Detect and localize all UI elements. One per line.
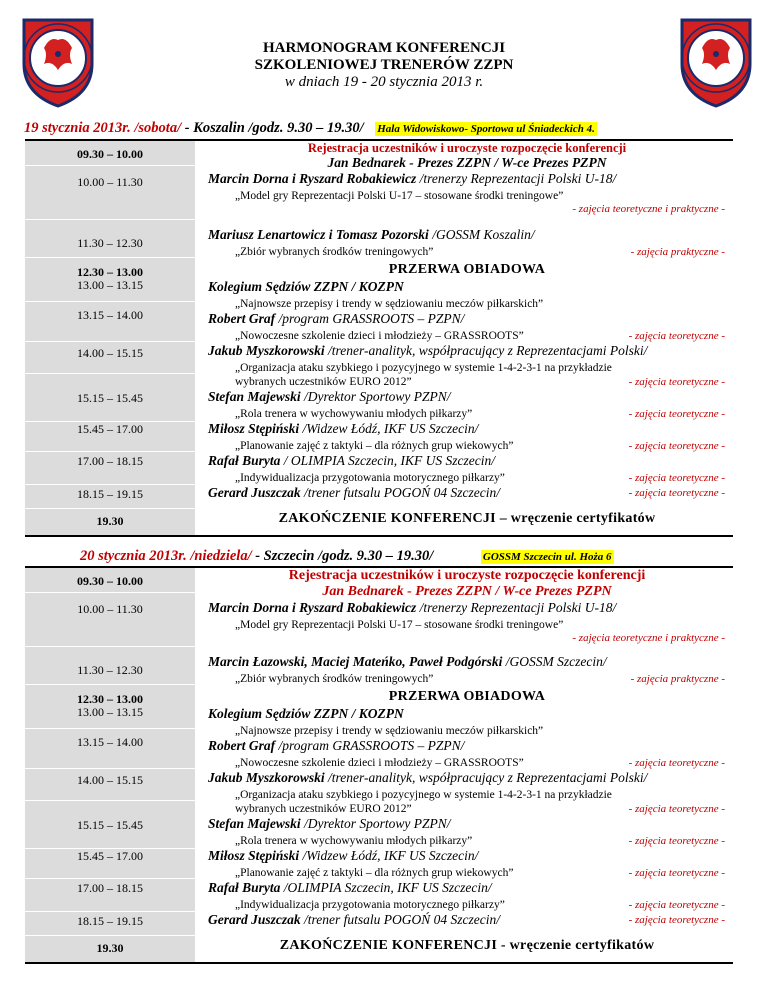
day2-date: 20 stycznia 2013r. /niedziela/ <box>80 548 252 564</box>
day2-topic-8: „Indywidualizacja przygotowania motorycznego piłkarzy” <box>235 899 505 911</box>
title-line-1: HARMONOGRAM KONFERENCJI <box>262 40 506 56</box>
day2-time-slot: 15.45 – 17.00 <box>77 849 143 863</box>
day1-time-slot: 13.00 – 13.15 <box>77 278 143 292</box>
day2-place: - Szczecin /godz. 9.30 – 19.30/ <box>251 548 434 564</box>
day2-topic-1: „Model gry Reprezentacji Polski U-17 – stosowane środki treningowe” <box>235 619 564 631</box>
day2-topic-5a: „Organizacja ataku szybkiego i pozycyjnego w systemie 1-4-2-3-1 na przykładzie <box>235 789 612 801</box>
day2-topic-3: „Najnowsze przepisy i trendy w sędziowaniu meczów piłkarskich” <box>235 725 544 737</box>
zzpn-logo-left <box>20 14 96 108</box>
day1-heading <box>24 120 744 137</box>
day2-topic-7: „Planowanie zajęć z taktyki – dla różnych grup wiekowych” <box>235 867 514 879</box>
day1-tag-1: - zajęcia teoretyczne i praktyczne - <box>572 203 725 215</box>
day1-time-column <box>25 141 195 535</box>
day2-speaker-6: Stefan Majewski /Dyrektor Sportowy PZPN/ <box>208 816 451 831</box>
day1-time-slot: 19.30 <box>96 514 124 528</box>
day2-time-slot: 19.30 <box>96 941 124 955</box>
day1-speaker-9: Gerard Juszczak /trener futsalu POGOŃ 04 Szczecin/ <box>208 485 500 500</box>
day1-topic-6: „Rola trenera w wychowywaniu młodych piłkarzy” <box>235 408 473 420</box>
day1-place: - Koszalin /godz. 9.30 – 19.30/ <box>181 120 364 136</box>
day1-tag-7: - zajęcia teoretyczne - <box>628 440 725 452</box>
day1-venue: Hala Widowiskowo- Sportowa ul Śniadeckich 4. <box>377 123 595 135</box>
day2-heading <box>80 548 768 565</box>
day2-speaker-4: Robert Graf /program GRASSROOTS – PZPN/ <box>208 738 465 753</box>
day2-speaker-1: Marcin Dorna i Ryszard Robakiewicz /trenerzy Reprezentacji Polski U-18/ <box>208 600 617 615</box>
day2-speaker-2: Marcin Łazowski, Maciej Mateńko, Paweł Podgórski /GOSSM Szczecin/ <box>208 654 607 669</box>
document-header <box>160 40 608 91</box>
day2-tag-6: - zajęcia teoretyczne - <box>628 835 725 847</box>
day2-time-slot: 10.00 – 11.30 <box>77 602 143 616</box>
day1-topic-8: „Indywidualizacja przygotowania motorycznego piłkarzy” <box>235 472 505 484</box>
day2-time-slot: 15.15 – 15.45 <box>77 818 143 832</box>
day2-time-slot: 11.30 – 12.30 <box>77 663 143 677</box>
day2-topic-2: „Zbiór wybranych środków treningowych” <box>235 673 434 685</box>
day1-tag-5: - zajęcia teoretyczne - <box>628 376 725 388</box>
day2-speaker-3: Kolegium Sędziów ZZPN / KOZPN <box>208 706 404 721</box>
day1-topic-5b: wybranych uczestników EURO 2012” <box>235 376 412 388</box>
day1-schedule <box>25 139 733 537</box>
day2-time-slot: 12.30 – 13.00 <box>77 692 143 706</box>
day2-venue: GOSSM Szczecin ul. Hoża 6 <box>482 551 612 563</box>
day2-time-slot: 17.00 – 18.15 <box>77 881 143 895</box>
day1-speaker-7: Miłosz Stępiński /Widzew Łódź, IKF US Szczecin/ <box>208 421 479 436</box>
day1-time-slot: 12.30 – 13.00 <box>77 265 143 279</box>
day2-time-slot: 13.15 – 14.00 <box>77 735 143 749</box>
day1-time-slot: 18.15 – 19.15 <box>77 487 143 501</box>
day1-time-slot: 14.00 – 15.15 <box>77 346 143 360</box>
day1-speaker-5: Jakub Myszkorowski /trener-analityk, współpracujący z Reprezentacjami Polski/ <box>208 343 648 358</box>
day1-president: Jan Bednarek - Prezes ZZPN / W-ce Prezes PZPN <box>327 155 607 170</box>
day1-tag-6: - zajęcia teoretyczne - <box>628 408 725 420</box>
zzpn-logo-right <box>678 14 754 108</box>
day1-time-slot: 11.30 – 12.30 <box>77 236 143 250</box>
day1-topic-1: „Model gry Reprezentacji Polski U-17 – stosowane środki treningowe” <box>235 190 564 202</box>
day1-time-slot: 15.45 – 17.00 <box>77 422 143 436</box>
day2-tag-8: - zajęcia teoretyczne - <box>628 899 725 911</box>
day2-speaker-5: Jakub Myszkorowski /trener-analityk, współpracujący z Reprezentacjami Polski/ <box>208 770 648 785</box>
day1-time-slot: 10.00 – 11.30 <box>77 175 143 189</box>
day2-speaker-8: Rafał Buryta /OLIMPIA Szczecin, IKF US Szczecin/ <box>208 880 492 895</box>
day1-speaker-1: Marcin Dorna i Ryszard Robakiewicz /trenerzy Reprezentacji Polski U-18/ <box>208 171 617 186</box>
title-line-2: SZKOLENIOWEJ TRENERÓW ZZPN <box>254 57 514 73</box>
day2-tag-7: - zajęcia teoretyczne - <box>628 867 725 879</box>
day2-tag-4: - zajęcia teoretyczne - <box>628 757 725 769</box>
day2-topic-6: „Rola trenera w wychowywaniu młodych piłkarzy” <box>235 835 473 847</box>
day1-speaker-6: Stefan Majewski /Dyrektor Sportowy PZPN/ <box>208 389 451 404</box>
day2-time-column <box>25 568 195 962</box>
day2-president: Jan Bednarek - Prezes ZZPN / W-ce Prezes PZPN <box>322 584 612 599</box>
day1-topic-2: „Zbiór wybranych środków treningowych” <box>235 246 434 258</box>
day1-tag-4: - zajęcia teoretyczne - <box>628 330 725 342</box>
day1-closing: ZAKOŃCZENIE KONFERENCJI – wręczenie certyfikatów <box>278 511 656 526</box>
day1-topic-5a: „Organizacja ataku szybkiego i pozycyjnego w systemie 1-4-2-3-1 na przykładzie <box>235 362 612 374</box>
day1-topic-3: „Najnowsze przepisy i trendy w sędziowaniu meczów piłkarskich” <box>235 298 544 310</box>
day2-topic-5b: wybranych uczestników EURO 2012” <box>235 803 412 815</box>
day1-lunch-break: PRZERWA OBIADOWA <box>388 262 546 277</box>
day1-tag-9: - zajęcia teoretyczne - <box>628 487 725 499</box>
day2-speaker-9: Gerard Juszczak /trener futsalu POGOŃ 04 Szczecin/ <box>208 912 500 927</box>
day2-lunch-break: PRZERWA OBIADOWA <box>388 689 546 704</box>
day1-speaker-8: Rafał Buryta / OLIMPIA Szczecin, IKF US Szczecin/ <box>208 453 495 468</box>
day1-speaker-2: Mariusz Lenartowicz i Tomasz Pozorski /GOSSM Koszalin/ <box>208 227 535 242</box>
day1-time-slot: 17.00 – 18.15 <box>77 454 143 468</box>
day2-tag-9: - zajęcia teoretyczne - <box>628 914 725 926</box>
day1-topic-7: „Planowanie zajęć z taktyki – dla różnych grup wiekowych” <box>235 440 514 452</box>
day1-speaker-4: Robert Graf /program GRASSROOTS – PZPN/ <box>208 311 465 326</box>
day1-speaker-3: Kolegium Sędziów ZZPN / KOZPN <box>208 279 404 294</box>
day2-time-slot: 13.00 – 13.15 <box>77 705 143 719</box>
day2-tag-2: - zajęcia praktyczne - <box>630 673 725 685</box>
day2-time-slot: 18.15 – 19.15 <box>77 914 143 928</box>
day1-time-slot: 15.15 – 15.45 <box>77 391 143 405</box>
day2-closing: ZAKOŃCZENIE KONFERENCJI - wręczenie certyfikatów <box>279 938 655 953</box>
day1-tag-8: - zajęcia teoretyczne - <box>628 472 725 484</box>
day1-time-slot: 09.30 – 10.00 <box>77 147 143 161</box>
day2-time-slot: 09.30 – 10.00 <box>77 574 143 588</box>
day2-time-slot: 14.00 – 15.15 <box>77 773 143 787</box>
day1-date: 19 stycznia 2013r. /sobota/ <box>24 120 182 136</box>
day1-registration: Rejestracja uczestników i uroczyste rozpoczęcie konferencji <box>307 141 627 155</box>
day2-schedule <box>25 566 733 964</box>
day2-topic-4: „Nowoczesne szkolenie dzieci i młodzieży – GRASSROOTS” <box>235 757 524 769</box>
day2-tag-1: - zajęcia teoretyczne i praktyczne - <box>572 632 725 644</box>
day2-speaker-7: Miłosz Stępiński /Widzew Łódź, IKF US Szczecin/ <box>208 848 479 863</box>
day1-topic-4: „Nowoczesne szkolenie dzieci i młodzieży – GRASSROOTS” <box>235 330 524 342</box>
day1-time-slot: 13.15 – 14.00 <box>77 308 143 322</box>
day2-tag-5: - zajęcia teoretyczne - <box>628 803 725 815</box>
day1-tag-2: - zajęcia praktyczne - <box>630 246 725 258</box>
title-dates: w dniach 19 - 20 stycznia 2013 r. <box>284 74 484 90</box>
day2-registration: Rejestracja uczestników i uroczyste rozpoczęcie konferencji <box>288 568 646 583</box>
